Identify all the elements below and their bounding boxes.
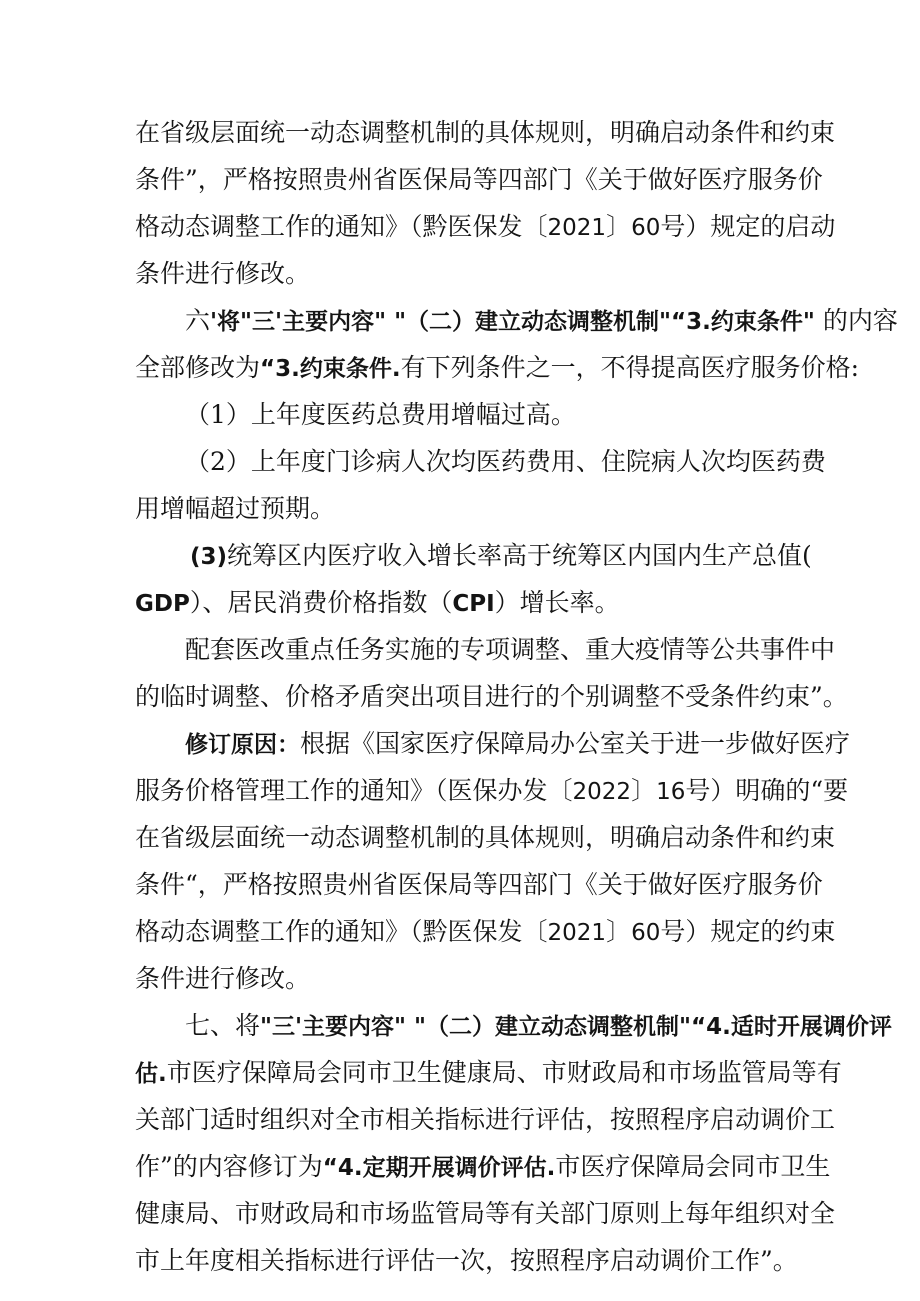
text: 作”的内容修订为 [135, 1152, 323, 1181]
section-heading [185, 1008, 920, 1044]
text: 全部修改为 [135, 353, 261, 382]
paragraph-line [135, 585, 920, 621]
text: 条件“，严格按照贵州省医保局等四部门《关于做好医疗服务价 [135, 870, 823, 899]
text: 在省级层面统一动态调整机制的具体规则，明确启动条件和约束 [135, 118, 836, 147]
text: 估. [135, 1061, 167, 1087]
paragraph-line [135, 1243, 920, 1279]
paragraph-line [135, 1055, 920, 1091]
text: 条件进行修改。 [135, 964, 311, 993]
text: 根据《国家医疗保障局办公室关于进一步做好医疗 [300, 729, 851, 758]
text: 的内容 [814, 306, 898, 335]
text: 格动态调整工作的通知》（黔医保发〔 [135, 917, 548, 946]
text: 2021 [547, 920, 607, 946]
text: 在省级层面统一动态调整机制的具体规则，明确启动条件和约束 [135, 823, 836, 852]
paragraph-line [135, 773, 920, 809]
text: 16 [656, 779, 686, 805]
text: 统筹区内医疗收入增长率高于统筹区内国内生产总值( [227, 541, 812, 570]
condition-item [190, 538, 920, 574]
paragraph-line [135, 914, 920, 950]
condition-item [185, 444, 920, 480]
text: 的临时调整、价格矛盾突出项目进行的个别调整不受条件约束”。 [135, 682, 848, 711]
paragraph-line [135, 679, 920, 715]
text: 60 [631, 215, 661, 241]
text: 七、将 [185, 1011, 261, 1040]
text: 市医疗保障局会同市卫生 [555, 1152, 831, 1181]
paragraph-line [135, 115, 920, 151]
paragraph-line [135, 1149, 920, 1185]
text: 格动态调整工作的通知》（黔医保发〔 [135, 212, 548, 241]
text: “4.定期开展调价评估. [322, 1155, 556, 1181]
text: 〕 [606, 212, 632, 241]
text: "三'主要内容" "（二）建立动态调整机制"“4.适时开展调价评 [260, 1014, 892, 1040]
text: 服务价格管理工作的通知》（医保办发〔 [135, 776, 573, 805]
text: CPI [452, 591, 495, 617]
text: 修订原因： [185, 732, 300, 758]
text: 市上年度相关指标进行评估一次，按照程序启动调价工作”。 [135, 1246, 798, 1275]
text: 用增幅超过预期。 [135, 494, 336, 523]
revision-reason [185, 726, 920, 762]
paragraph-line [185, 632, 920, 668]
text: 〕 [631, 776, 657, 805]
paragraph-line [135, 491, 920, 527]
text: 〕 [606, 917, 632, 946]
text: ）、居民消费价格指数（ [189, 588, 453, 617]
text: 市医疗保障局会同市卫生健康局、市财政局和市场监管局等有 [166, 1058, 842, 1087]
text: 号）规定的启动 [660, 212, 836, 241]
text: 条件”，严格按照贵州省医保局等四部门《关于做好医疗服务价 [135, 165, 823, 194]
paragraph-line [135, 820, 920, 856]
text: 配套医改重点任务实施的专项调整、重大疫情等公共事件中 [185, 635, 836, 664]
text: （2）上年度门诊病人次均医药费用、住院病人次均医药费 [185, 447, 826, 476]
text: 2022 [572, 779, 632, 805]
text: 有下列条件之一，不得提高医疗服务价格: [400, 353, 860, 382]
text: ）增长率。 [494, 588, 620, 617]
paragraph-line [135, 961, 920, 997]
condition-item [185, 397, 920, 433]
text: 六 [185, 306, 211, 335]
text: “3.约束条件. [260, 356, 401, 382]
paragraph-line [135, 350, 920, 386]
text: (3) [190, 544, 228, 570]
section-heading [185, 303, 920, 339]
text: 号）规定的约束 [660, 917, 836, 946]
text: 关部门适时组织对全市相关指标进行评估，按照程序启动调价工 [135, 1105, 836, 1134]
text: 60 [631, 920, 661, 946]
text: 号）明确的“要 [685, 776, 849, 805]
paragraph-line [135, 162, 920, 198]
text: '将"三'主要内容" "（二）建立动态调整机制"“3.约束条件" [210, 309, 815, 335]
text: 健康局、市财政局和市场监管局等有关部门原则上每年组织对全 [135, 1199, 836, 1228]
text: 2021 [547, 215, 607, 241]
paragraph-line [135, 1196, 920, 1232]
paragraph-line [135, 867, 920, 903]
paragraph-line [135, 1102, 920, 1138]
paragraph-line [135, 256, 920, 292]
text: GDP [135, 591, 190, 617]
text: （1）上年度医药总费用增幅过高。 [185, 400, 576, 429]
text: 条件进行修改。 [135, 259, 311, 288]
paragraph-line [135, 209, 920, 245]
